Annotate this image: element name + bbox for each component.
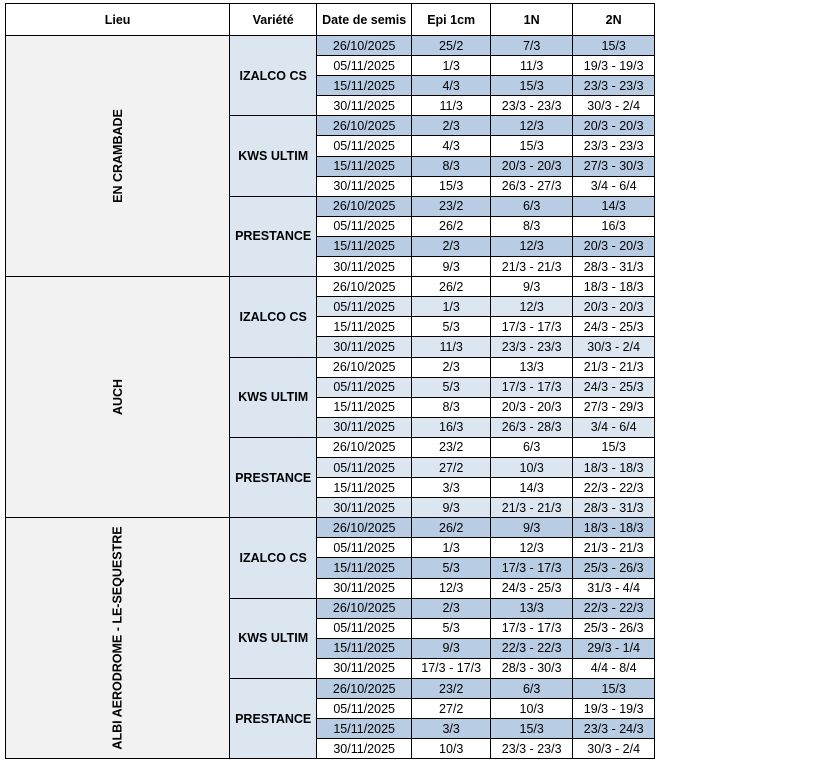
epi-1cm-cell: 3/3	[412, 719, 491, 739]
variety-cell: IZALCO CS	[230, 518, 317, 598]
date-cell: 30/11/2025	[317, 658, 412, 678]
date-cell: 26/10/2025	[317, 196, 412, 216]
1n-cell: 6/3	[491, 437, 573, 457]
date-cell: 30/11/2025	[317, 578, 412, 598]
epi-1cm-cell: 4/3	[412, 136, 491, 156]
date-cell: 26/10/2025	[317, 679, 412, 699]
2n-cell: 30/3 - 2/4	[573, 96, 655, 116]
date-cell: 05/11/2025	[317, 297, 412, 317]
1n-cell: 15/3	[491, 76, 573, 96]
1n-cell: 9/3	[491, 277, 573, 297]
1n-cell: 12/3	[491, 297, 573, 317]
1n-cell: 23/3 - 23/3	[491, 337, 573, 357]
table-row	[6, 36, 655, 56]
2n-cell: 24/3 - 25/3	[573, 317, 655, 337]
epi-1cm-cell: 2/3	[412, 236, 491, 256]
1n-cell: 6/3	[491, 196, 573, 216]
epi-1cm-cell: 2/3	[412, 598, 491, 618]
epi-1cm-cell: 10/3	[412, 739, 491, 759]
2n-cell: 28/3 - 31/3	[573, 257, 655, 277]
date-cell: 05/11/2025	[317, 457, 412, 477]
header-row	[6, 4, 655, 36]
date-cell: 30/11/2025	[317, 739, 412, 759]
variety-cell: PRESTANCE	[230, 437, 317, 517]
date-cell: 30/11/2025	[317, 257, 412, 277]
1n-cell: 12/3	[491, 236, 573, 256]
date-cell: 15/11/2025	[317, 719, 412, 739]
1n-cell: 23/3 - 23/3	[491, 739, 573, 759]
epi-1cm-cell: 26/2	[412, 518, 491, 538]
epi-1cm-cell: 11/3	[412, 337, 491, 357]
2n-cell: 27/3 - 29/3	[573, 397, 655, 417]
1n-cell: 12/3	[491, 116, 573, 136]
epi-1cm-cell: 9/3	[412, 498, 491, 518]
lieu-label: AUCH	[110, 379, 125, 416]
1n-cell: 13/3	[491, 598, 573, 618]
lieu-label: ALBI AERODROME - LE-SEQUESTRE	[110, 526, 125, 750]
2n-cell: 23/3 - 23/3	[573, 136, 655, 156]
2n-cell: 24/3 - 25/3	[573, 377, 655, 397]
2n-cell: 18/3 - 18/3	[573, 277, 655, 297]
1n-cell: 10/3	[491, 699, 573, 719]
date-cell: 05/11/2025	[317, 56, 412, 76]
date-cell: 05/11/2025	[317, 136, 412, 156]
2n-cell: 30/3 - 2/4	[573, 739, 655, 759]
2n-cell: 14/3	[573, 196, 655, 216]
variety-cell: KWS ULTIM	[230, 598, 317, 678]
2n-cell: 20/3 - 20/3	[573, 236, 655, 256]
2n-cell: 4/4 - 8/4	[573, 658, 655, 678]
2n-cell: 18/3 - 18/3	[573, 457, 655, 477]
variety-cell: PRESTANCE	[230, 196, 317, 276]
epi-1cm-cell: 3/3	[412, 478, 491, 498]
epi-1cm-cell: 26/2	[412, 277, 491, 297]
epi-1cm-cell: 8/3	[412, 397, 491, 417]
epi-1cm-cell: 1/3	[412, 56, 491, 76]
2n-cell: 19/3 - 19/3	[573, 56, 655, 76]
1n-cell: 23/3 - 23/3	[491, 96, 573, 116]
1n-cell: 10/3	[491, 457, 573, 477]
lieu-cell	[6, 277, 230, 518]
epi-1cm-cell: 9/3	[412, 257, 491, 277]
table-body	[6, 36, 655, 759]
2n-cell: 23/3 - 24/3	[573, 719, 655, 739]
1n-cell: 9/3	[491, 518, 573, 538]
epi-1cm-cell: 27/2	[412, 699, 491, 719]
variety-cell: PRESTANCE	[230, 679, 317, 759]
2n-cell: 19/3 - 19/3	[573, 699, 655, 719]
epi-1cm-cell: 5/3	[412, 377, 491, 397]
2n-cell: 27/3 - 30/3	[573, 156, 655, 176]
epi-1cm-cell: 8/3	[412, 156, 491, 176]
lieu-label: EN CRAMBADE	[110, 109, 125, 203]
header-2n: 2N	[573, 4, 655, 36]
1n-cell: 26/3 - 27/3	[491, 176, 573, 196]
date-cell: 26/10/2025	[317, 357, 412, 377]
date-cell: 26/10/2025	[317, 36, 412, 56]
header-date-de-semis: Date de semis	[317, 4, 412, 36]
table-row	[6, 277, 655, 297]
1n-cell: 21/3 - 21/3	[491, 498, 573, 518]
date-cell: 30/11/2025	[317, 337, 412, 357]
epi-1cm-cell: 15/3	[412, 176, 491, 196]
epi-1cm-cell: 5/3	[412, 618, 491, 638]
date-cell: 26/10/2025	[317, 116, 412, 136]
date-cell: 15/11/2025	[317, 156, 412, 176]
2n-cell: 25/3 - 26/3	[573, 558, 655, 578]
table-row	[6, 518, 655, 538]
2n-cell: 31/3 - 4/4	[573, 578, 655, 598]
variety-cell: KWS ULTIM	[230, 357, 317, 437]
1n-cell: 8/3	[491, 216, 573, 236]
epi-1cm-cell: 11/3	[412, 96, 491, 116]
1n-cell: 20/3 - 20/3	[491, 397, 573, 417]
epi-1cm-cell: 17/3 - 17/3	[412, 658, 491, 678]
2n-cell: 3/4 - 6/4	[573, 417, 655, 437]
2n-cell: 3/4 - 6/4	[573, 176, 655, 196]
epi-1cm-cell: 23/2	[412, 679, 491, 699]
date-cell: 30/11/2025	[317, 96, 412, 116]
date-cell: 26/10/2025	[317, 437, 412, 457]
1n-cell: 22/3 - 22/3	[491, 638, 573, 658]
epi-1cm-cell: 2/3	[412, 357, 491, 377]
date-cell: 05/11/2025	[317, 618, 412, 638]
variety-cell: IZALCO CS	[230, 36, 317, 116]
2n-cell: 29/3 - 1/4	[573, 638, 655, 658]
lieu-cell	[6, 36, 230, 277]
2n-cell: 20/3 - 20/3	[573, 297, 655, 317]
variety-cell: IZALCO CS	[230, 277, 317, 357]
1n-cell: 24/3 - 25/3	[491, 578, 573, 598]
date-cell: 15/11/2025	[317, 638, 412, 658]
date-cell: 30/11/2025	[317, 498, 412, 518]
date-cell: 15/11/2025	[317, 478, 412, 498]
1n-cell: 17/3 - 17/3	[491, 317, 573, 337]
table-wrapper	[5, 3, 655, 759]
1n-cell: 15/3	[491, 719, 573, 739]
date-cell: 05/11/2025	[317, 538, 412, 558]
2n-cell: 28/3 - 31/3	[573, 498, 655, 518]
variety-cell: KWS ULTIM	[230, 116, 317, 196]
lieu-cell	[6, 518, 230, 759]
1n-cell: 12/3	[491, 538, 573, 558]
2n-cell: 22/3 - 22/3	[573, 598, 655, 618]
1n-cell: 7/3	[491, 36, 573, 56]
date-cell: 15/11/2025	[317, 397, 412, 417]
epi-1cm-cell: 1/3	[412, 297, 491, 317]
date-cell: 26/10/2025	[317, 277, 412, 297]
1n-cell: 15/3	[491, 136, 573, 156]
1n-cell: 13/3	[491, 357, 573, 377]
1n-cell: 6/3	[491, 679, 573, 699]
epi-1cm-cell: 23/2	[412, 437, 491, 457]
epi-1cm-cell: 12/3	[412, 578, 491, 598]
header-epi-1cm: Epi 1cm	[412, 4, 491, 36]
phenology-table	[5, 3, 655, 759]
2n-cell: 16/3	[573, 216, 655, 236]
epi-1cm-cell: 27/2	[412, 457, 491, 477]
epi-1cm-cell: 26/2	[412, 216, 491, 236]
header-1n: 1N	[491, 4, 573, 36]
1n-cell: 21/3 - 21/3	[491, 257, 573, 277]
2n-cell: 15/3	[573, 36, 655, 56]
2n-cell: 21/3 - 21/3	[573, 538, 655, 558]
date-cell: 30/11/2025	[317, 176, 412, 196]
date-cell: 15/11/2025	[317, 76, 412, 96]
header-variete: Variété	[230, 4, 317, 36]
1n-cell: 11/3	[491, 56, 573, 76]
epi-1cm-cell: 5/3	[412, 558, 491, 578]
epi-1cm-cell: 2/3	[412, 116, 491, 136]
epi-1cm-cell: 1/3	[412, 538, 491, 558]
epi-1cm-cell: 9/3	[412, 638, 491, 658]
date-cell: 05/11/2025	[317, 216, 412, 236]
date-cell: 26/10/2025	[317, 598, 412, 618]
date-cell: 26/10/2025	[317, 518, 412, 538]
2n-cell: 15/3	[573, 679, 655, 699]
1n-cell: 20/3 - 20/3	[491, 156, 573, 176]
2n-cell: 18/3 - 18/3	[573, 518, 655, 538]
2n-cell: 22/3 - 22/3	[573, 478, 655, 498]
1n-cell: 14/3	[491, 478, 573, 498]
epi-1cm-cell: 5/3	[412, 317, 491, 337]
1n-cell: 17/3 - 17/3	[491, 558, 573, 578]
date-cell: 30/11/2025	[317, 417, 412, 437]
date-cell: 15/11/2025	[317, 558, 412, 578]
1n-cell: 26/3 - 28/3	[491, 417, 573, 437]
date-cell: 05/11/2025	[317, 377, 412, 397]
1n-cell: 28/3 - 30/3	[491, 658, 573, 678]
2n-cell: 30/3 - 2/4	[573, 337, 655, 357]
epi-1cm-cell: 25/2	[412, 36, 491, 56]
epi-1cm-cell: 4/3	[412, 76, 491, 96]
epi-1cm-cell: 16/3	[412, 417, 491, 437]
header-lieu: Lieu	[6, 4, 230, 36]
date-cell: 05/11/2025	[317, 699, 412, 719]
1n-cell: 17/3 - 17/3	[491, 618, 573, 638]
1n-cell: 17/3 - 17/3	[491, 377, 573, 397]
2n-cell: 25/3 - 26/3	[573, 618, 655, 638]
2n-cell: 23/3 - 23/3	[573, 76, 655, 96]
date-cell: 15/11/2025	[317, 317, 412, 337]
2n-cell: 20/3 - 20/3	[573, 116, 655, 136]
date-cell: 15/11/2025	[317, 236, 412, 256]
2n-cell: 21/3 - 21/3	[573, 357, 655, 377]
epi-1cm-cell: 23/2	[412, 196, 491, 216]
2n-cell: 15/3	[573, 437, 655, 457]
